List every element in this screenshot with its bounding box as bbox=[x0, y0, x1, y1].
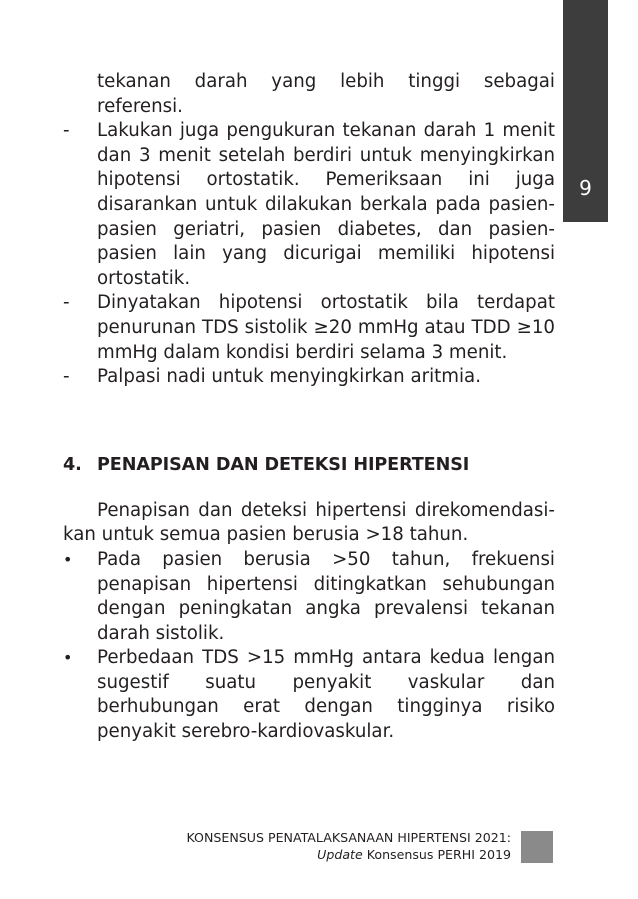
dash-marker: - bbox=[63, 120, 70, 142]
section-heading bbox=[63, 453, 555, 477]
footer-line-1: KONSENSUS PENATALAKSANAAN HIPERTENSI 2021: bbox=[186, 830, 511, 845]
dash-marker: - bbox=[63, 292, 70, 314]
document-body bbox=[63, 70, 555, 745]
footer-update-italic: Update bbox=[317, 847, 363, 862]
bullet-marker: • bbox=[63, 549, 73, 569]
running-footer bbox=[186, 829, 511, 863]
section-title: PENAPISAN DAN DETEKSI HIPERTENSI bbox=[97, 454, 470, 475]
section-number: 4. bbox=[63, 454, 82, 475]
list-item bbox=[63, 548, 555, 646]
section-intro-paragraph: Penapisan dan deteksi hipertensi direkomendasi-kan untuk semua pasien berusia >18 tahun. bbox=[63, 499, 555, 546]
list-item-text: Lakukan juga pengukuran tekanan darah 1 menit dan 3 menit setelah berdiri untuk menyingkirkan hipotensi ortostatik. Pemeriksaan ini juga disarankan untuk dilakukan berkala pada pasien-pasien geriatri, pasien diabetes, dan pasien-pasien lain yang dicurigai memiliki hipotensi ortostatik. bbox=[97, 120, 555, 289]
continuation-paragraph: tekanan darah yang lebih tinggi sebagai referensi. bbox=[97, 71, 555, 117]
list-item-text: Perbedaan TDS >15 mmHg antara kedua lengan sugestif suatu penyakit vaskular dan berhubungan erat dengan tingginya risiko penyakit serebro-kardiovaskular. bbox=[97, 647, 555, 743]
list-item-text: Pada pasien berusia >50 tahun, frekuensi penapisan hipertensi ditingkatkan sehubungan dengan peningkatan angka prevalensi tekanan darah sistolik. bbox=[97, 548, 555, 644]
list-item bbox=[63, 646, 555, 744]
dash-marker: - bbox=[63, 366, 70, 388]
footer-line-2-rest: Konsensus PERHI 2019 bbox=[362, 847, 511, 862]
footer-square bbox=[521, 831, 553, 863]
list-item bbox=[63, 365, 555, 390]
list-item-text: Palpasi nadi untuk menyingkirkan aritmia. bbox=[97, 366, 481, 388]
footer-line-2 bbox=[186, 846, 511, 863]
page-tab bbox=[563, 0, 608, 222]
bullet-marker: • bbox=[63, 648, 73, 668]
list-item bbox=[63, 119, 555, 291]
list-item bbox=[63, 291, 555, 365]
page-number: 9 bbox=[579, 176, 592, 200]
list-item-text: Dinyatakan hipotensi ortostatik bila terdapat penurunan TDS sistolik ≥20 mmHg atau TDD ≥10 mmHg dalam kondisi berdiri selama 3 menit. bbox=[97, 292, 555, 363]
